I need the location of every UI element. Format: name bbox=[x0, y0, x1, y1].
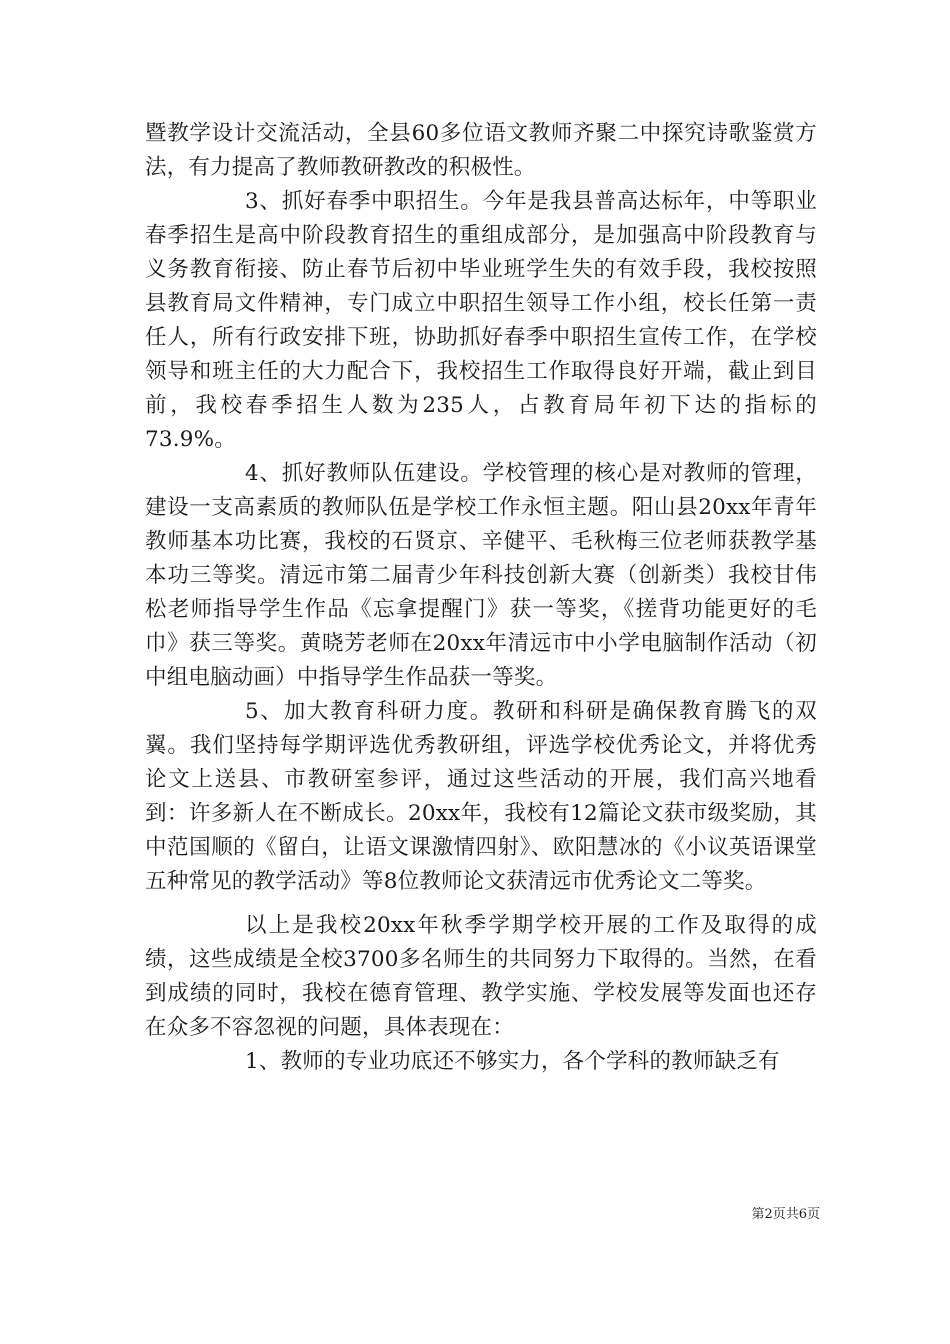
paragraph-continuation: 暨教学设计交流活动，全县60多位语文教师齐聚二中探究诗歌鉴赏方法，有力提高了教师教研教改的积极性。 bbox=[145, 121, 817, 180]
paragraph-problem-1: 1、教师的专业功底还不够实力，各个学科的教师缺乏有 bbox=[245, 1049, 780, 1074]
paragraph-spring-enrollment: 3、抓好春季中职招生。今年是我县普高达标年，中等职业春季招生是高中阶段教育招生的重组成部分，是加强高中阶段教育与义务教育衔接、防止春节后初中毕业班学生失的有效手段，我校按照县教育局文件精神，专门成立中职招生领导工作小组，校长任第一责任人，所有行政安排下班，协助抓好春季中职招生宣传工作，在学校领导和班主任的大力配合下，我校招生工作取得良好开端，截止到目前，我校春季招生人数为235人，占教育局年初下达的指标的73.9%。 bbox=[145, 189, 817, 452]
paragraph-teacher-team: 4、抓好教师队伍建设。学校管理的核心是对教师的管理，建设一支高素质的教师队伍是学校工作永恒主题。阳山县20xx年青年教师基本功比赛，我校的石贤京、辛健平、毛秋梅三位老师获教学基本功三等奖。清远市第二届青少年科技创新大赛（创新类）我校甘伟松老师指导学生作品《忘拿提醒门》获一等奖，《搓背功能更好的毛巾》获三等奖。黄晓芳老师在20xx年清远市中小学电脑制作活动（初中组电脑动画）中指导学生作品获一等奖。 bbox=[145, 461, 817, 690]
page-number: 第2页共6页 bbox=[751, 1207, 820, 1222]
paragraph-research: 5、加大教育科研力度。教研和科研是确保教育腾飞的双翼。我们坚持每学期评选优秀教研组，评选学校优秀论文，并将优秀论文上送县、市教研室参评，通过这些活动的开展，我们高兴地看到：许多新人在不断成长。20xx年，我校有12篇论文获市级奖励，其中范国顺的《留白，让语文课激情四射》、欧阳慧冰的《小议英语课堂五种常见的教学活动》等8位教师论文获清远市优秀论文二等奖。 bbox=[145, 699, 817, 894]
document-body bbox=[145, 117, 817, 1079]
paragraph-summary: 以上是我校20xx年秋季学期学校开展的工作及取得的成绩，这些成绩是全校3700多名师生的共同努力下取得的。当然，在看到成绩的同时，我校在德育管理、教学实施、学校发展等发面也还存在众多不容忽视的问题，具体表现在： bbox=[145, 913, 817, 1040]
